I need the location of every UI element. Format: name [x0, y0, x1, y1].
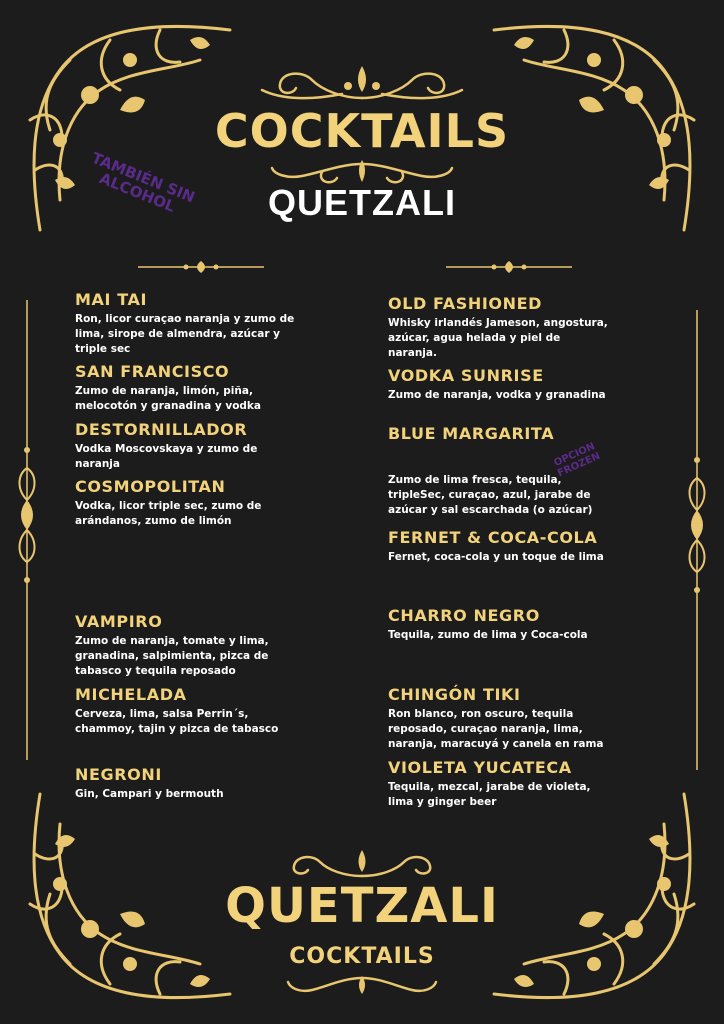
menu-item-description: Tequila, zumo de lima y Coca-cola	[388, 629, 588, 641]
divider-left	[136, 260, 266, 274]
flourish-footer	[282, 974, 442, 998]
page-title: COCKTAILS	[214, 104, 510, 158]
side-ornament-right	[682, 310, 712, 770]
frozen-option-stamp: OPCION FROZEN	[552, 441, 602, 479]
menu-item-name: VAMPIRO	[75, 612, 163, 631]
flourish-top	[252, 60, 472, 104]
menu-item-description: Ron blanco, ron oscuro, tequila reposado, curaçao naranja, lima, naranja, maracuyá y canela en rama	[388, 708, 604, 750]
menu-item-description: Gin, Campari y bermouth	[75, 788, 224, 800]
menu-item-name: CHARRO NEGRO	[388, 606, 540, 625]
menu-item-name: FERNET & COCA-COLA	[388, 528, 598, 547]
menu-item	[75, 477, 305, 529]
menu-item-name: VIOLETA YUCATECA	[388, 758, 572, 777]
alcohol-free-stamp: TAMBIÉN SIN ALCOHOL	[89, 148, 198, 216]
menu-item	[388, 758, 608, 810]
menu-item-name: VODKA SUNRISE	[388, 366, 544, 385]
menu-item	[75, 765, 305, 802]
footer-subtitle: COCKTAILS	[289, 944, 435, 969]
menu-item-name: BLUE MARGARITA	[388, 424, 555, 443]
menu-item-name: SAN FRANCISCO	[75, 362, 230, 381]
menu-item	[75, 420, 305, 472]
menu-item-description: Vodka Moscovskaya y zumo de naranja	[75, 443, 258, 470]
footer-brand-name: QUETZALI	[225, 878, 499, 934]
divider-right	[444, 260, 574, 274]
menu-item-description: Ron, licor curaçao naranja y zumo de lima, sirope de almendra, azúcar y triple sec	[75, 313, 295, 355]
menu-item	[388, 366, 608, 403]
menu-item-name: CHINGÓN TIKI	[388, 685, 521, 704]
flourish-bottom	[272, 846, 452, 880]
menu-item	[388, 685, 608, 752]
menu-item-description: Zumo de lima fresca, tequila, tripleSec, curaçao, azul, jarabe de azúcar y sal escarchada (o azúcar)	[388, 474, 593, 516]
menu-item-description: Tequila, mezcal, jarabe de violeta, lima y ginger beer	[388, 781, 591, 808]
side-ornament-left	[12, 300, 42, 760]
menu-item	[75, 362, 305, 414]
menu-item-name: MAI TAI	[75, 290, 148, 309]
menu-item-description: Zumo de naranja, tomate y lima, granadina, salpimienta, pizca de tabasco y tequila reposado	[75, 635, 269, 677]
menu-item-description: Zumo de naranja, limón, piña, melocotón y granadina y vodka	[75, 385, 261, 412]
menu-item	[388, 528, 608, 565]
menu-item-name: OLD FASHIONED	[388, 294, 542, 313]
menu-item	[388, 606, 608, 643]
menu-item-name: COSMOPOLITAN	[75, 477, 226, 496]
menu-item-name: MICHELADA	[75, 685, 187, 704]
menu-item-name: NEGRONI	[75, 765, 162, 784]
menu-item-description: Whisky irlandés Jameson, angostura, azúcar, agua helada y piel de naranja.	[388, 317, 608, 359]
menu-item-description: Cerveza, lima, salsa Perrin´s, chammoy, tajin y pizca de tabasco	[75, 708, 279, 735]
menu-item-description: Fernet, coca-cola y un toque de lima	[388, 551, 604, 563]
menu-item-name: DESTORNILLADOR	[75, 420, 248, 439]
menu-item	[75, 290, 305, 357]
menu-item-description: Vodka, licor triple sec, zumo de arándanos, zumo de limón	[75, 500, 262, 527]
menu-item-description: Zumo de naranja, vodka y granadina	[388, 389, 606, 401]
menu-item	[75, 612, 305, 679]
menu-item	[388, 294, 608, 361]
menu-item	[75, 685, 305, 737]
brand-name: QUETZALI	[268, 182, 456, 223]
